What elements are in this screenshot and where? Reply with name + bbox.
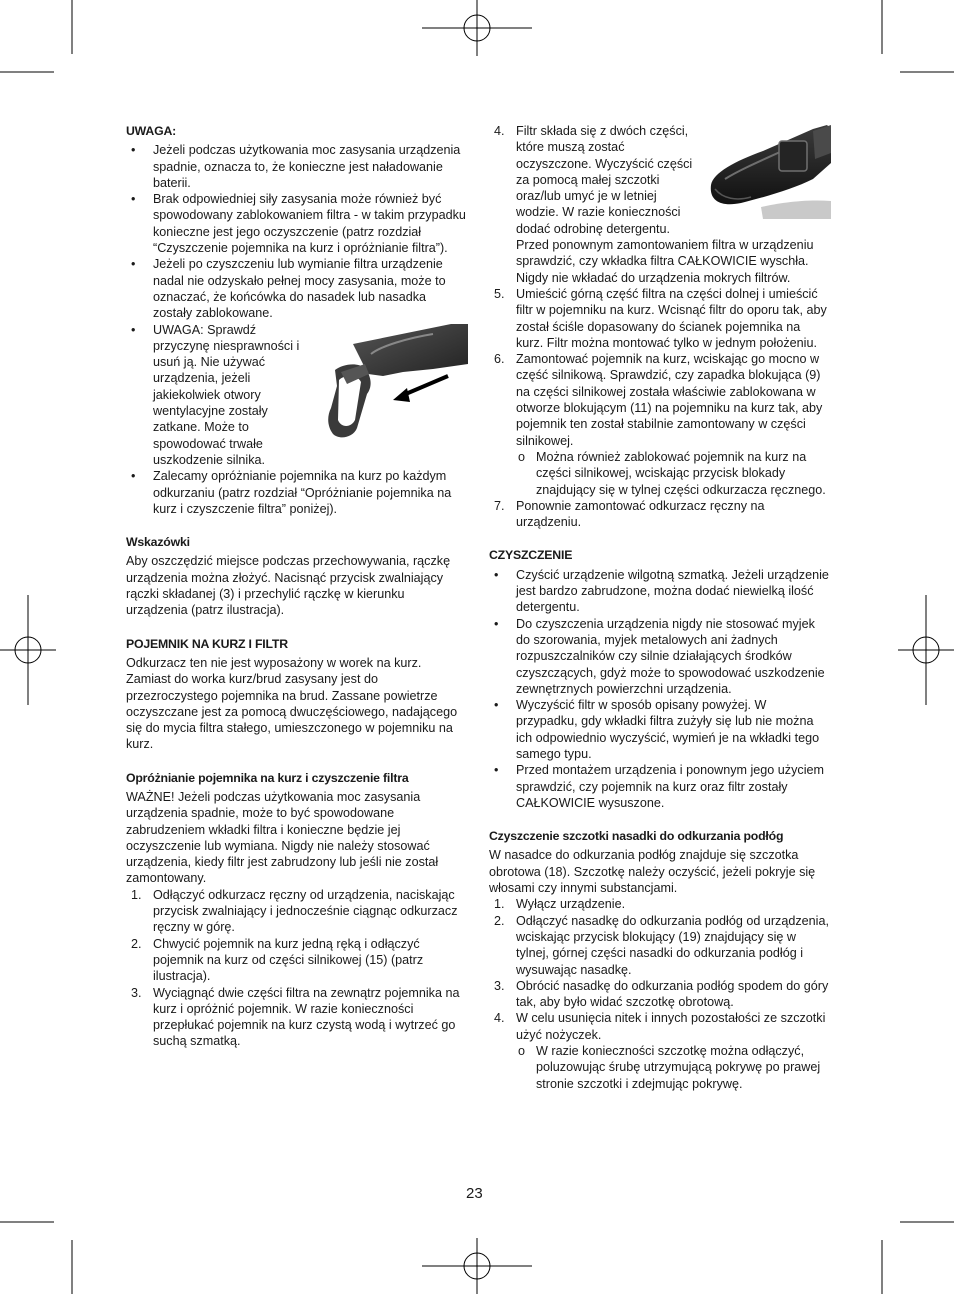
list-item: • Przed montażem urządzenia i ponownym jego użyciem sprawdzić, czy pojemnik na kurz oraz filtr zostały CAŁKOWICIE wysuszone. — [489, 762, 829, 811]
list-item-with-figure: • UWAGA: Sprawdź przyczynę niesprawności i usuń ją. Nie używać urządzenia, jeżeli jakiekolwiek otwory wentylacyjne zostały zatkane. Może to spowodować trwałe uszkodzenie silnika. — [126, 322, 466, 469]
pojemnik-paragraph: Odkurzacz ten nie jest wyposażony w worek na kurz. Zamiast do worka kurz/brud zasysany jest do przezroczystego pojemnika na brud. Zassane powietrze oczyszczane jest za pomocą dwuczęściowego, nadającego się do mycia filtra stałego, umieszczonego w pojemniku na kurz. — [126, 655, 458, 752]
szczotka-heading: Czyszczenie szczotki nasadki do odkurzania podłóg — [489, 829, 784, 844]
right-column — [489, 123, 829, 1092]
list-item: 7. Ponownie zamontować odkurzacz ręczny na urządzeniu. — [494, 498, 765, 530]
filter-cleaning-illustration — [701, 123, 831, 219]
list-item: 3. Wyciągnąć dwie części filtra na zewnątrz pojemnika na kurz i opróżnić pojemnik. W razie konieczności przepłukać pojemnik na kurz czystą wodą i wytrzeć go suchą szmatką. — [131, 985, 460, 1049]
list-item: • Brak odpowiedniej siły zasysania może również być spowodowany zablokowaniem filtra - w takim przypadku konieczne jest jego oczyszczenie (patrz rozdział “Czyszczenie pojemnika na kurz i opróżnianie filtra”). — [126, 191, 466, 256]
list-item: • Wyczyścić filtr w sposób opisany powyżej. W przypadku, gdy wkładki filtra zużyły się lub nie można ich odpowiednio wyczyścić, wymień je na wkładki tego samego typu. — [489, 697, 829, 762]
wskazowki-heading: Wskazówki — [126, 535, 190, 550]
list-item-with-figure: 4. Filtr składa się z dwóch części, które muszą zostać oczyszczone. Wyczyścić części za pomocą małej szczotki oraz/lub umyć je w letniej wodzie. W razie konieczności dodać odrobinę detergentu. Przed ponownym zamontowaniem filtra w urządzeniu sprawdzić, czy wkładka filtra CAŁKOWICIE wyschła. Nigdy nie wkładać do urządzenia mokrych filtrów. — [489, 123, 829, 286]
uwaga-list — [126, 142, 466, 517]
list-item: 2. Chwycić pojemnik na kurz jedną ręką i odłączyć pojemnik na kurz od części silnikowej (15) (patrz ilustracja). — [131, 936, 424, 984]
oproznianie-heading: Opróżnianie pojemnika na kurz i czyszczenie filtra — [126, 770, 409, 785]
registration-mark-bottom — [422, 1238, 532, 1294]
list-item: 6. Zamontować pojemnik na kurz, wciskając go mocno w część silnikową. Sprawdzić, czy zapadka blokująca (9) na części silnikowej została właściwie zablokowana w otworze blokującym (11) na pojemniku na kurz tak, aby pojemnik ten został stabilnie zamontowany w części silnikowej. o Można również zablokować pojemnik na kurz na części silnikowej, wciskając przycisk blokady znajdujący się w tylnej części odkurzacza ręcznego. — [489, 351, 829, 498]
brush-steps — [489, 896, 829, 1092]
list-item: 1. Odłączyć odkurzacz ręczny od urządzenia, naciskając przycisk zwalniający i jednocześnie ciągnąc odkurzacz ręczny w górę. — [131, 887, 458, 935]
handle-fold-illustration — [313, 324, 468, 440]
sub-list — [516, 1043, 829, 1092]
list-item: • Jeżeli po czyszczeniu lub wymianie filtra urządzenie nadal nie odzyskało pełnej mocy zasysania, może to oznaczać, że końcówka do nasadek lub nasadka zostały zablokowane. — [126, 256, 466, 321]
list-item: 4. W celu usunięcia nitek i innych pozostałości ze szczotki użyć nożyczek. o W razie konieczności szczotkę można odłączyć, poluzowując śrubę utrzymującą pokrywę po prawej stronie szczotki i zdejmując pokrywę. — [489, 1010, 829, 1091]
page-number: 23 — [466, 1185, 483, 1202]
list-item: • Czyścić urządzenie wilgotną szmatką. Jeżeli urządzenie jest bardzo zabrudzone, można dodać niewielką ilość detergentu. — [489, 567, 829, 616]
list-item: • Do czyszczenia urządzenia nigdy nie stosować myjek do szorowania, myjek metalowych ani żadnych rozpuszczalników czy silnie działających środków czyszczących, gdyż może to spowodować uszkodzenie zewnętrznych powierzchni urządzenia. — [489, 616, 829, 697]
registration-mark-right — [898, 595, 954, 705]
list-item: 1. Wyłącz urządzenie. — [494, 897, 626, 912]
sub-list — [516, 449, 829, 498]
cleaning-list — [489, 567, 829, 811]
left-column — [126, 123, 466, 1050]
list-item: • Zalecamy opróżnianie pojemnika na kurz po każdym odkurzaniu (patrz rozdział “Opróżnianie pojemnika na kurz i czyszczenie filtra” poniżej). — [126, 468, 466, 517]
list-item: 5. Umieścić górną część filtra na części dolnej i umieścić filtr w pojemniku na kurz. Wcisnąć filtr do oporu tak, aby został ściśle dopasowany do ścianek pojemnika na kurz. Filtr można montować tylko w jednym położeniu. — [494, 286, 827, 350]
pojemnik-heading: POJEMNIK NA KURZ I FILTR — [126, 636, 288, 651]
czyszczenie-heading: CZYSZCZENIE — [489, 548, 573, 563]
registration-mark-left — [0, 595, 56, 705]
sub-list-item: o W razie konieczności szczotkę można odłączyć, poluzowując śrubę utrzymującą pokrywę po prawej stronie szczotki i zdejmując pokrywę. — [516, 1043, 829, 1092]
wskazowki-paragraph: Aby oszczędzić miejsce podczas przechowywania, rączkę urządzenia można złożyć. Nacisnąć przycisk zwalniający rączki składanej (3) i przechylić rączkę w kierunku urządzenia (patrz ilustracja). — [126, 554, 451, 618]
registration-mark-top — [422, 0, 532, 56]
szczotka-paragraph: W nasadce do odkurzania podłóg znajduje się szczotka obrotowa (18). Szczotkę należy oczyścić, jeżeli pokryje się włosami czy innymi substancjami. — [489, 848, 816, 896]
sub-list-item: o Można również zablokować pojemnik na kurz na części silnikowej, wciskając przycisk blokady znajdujący się w tylnej części odkurzacza ręcznego. — [516, 449, 829, 498]
uwaga-heading: UWAGA: — [126, 124, 177, 138]
emptying-steps — [126, 887, 466, 1050]
list-item: 2. Odłączyć nasadkę do odkurzania podłóg od urządzenia, wciskając przycisk blokujący (19) znajdujący się w tylnej, górnej części nasadki do odkurzania podłóg i wysuwając nasadkę. — [494, 913, 829, 977]
filter-steps — [489, 123, 829, 530]
list-item: 3. Obrócić nasadkę do odkurzania podłóg spodem do góry tak, aby było widać szczotkę obrotową. — [494, 978, 829, 1010]
oproznianie-paragraph: WAŻNE! Jeżeli podczas użytkowania moc zasysania urządzenia spadnie, może to być spowodowane zabrudzeniem wkładki filtra i konieczne będzie jej oczyszczenie lub wymiana. Nigdy nie należy stosować urządzenia, kiedy filtr jest zabrudzony lub jeśli nie został zamontowany. — [126, 789, 439, 886]
list-item: • Jeżeli podczas użytkowania moc zasysania urządzenia spadnie, oznacza to, że konieczne jest naładowanie baterii. — [126, 142, 466, 191]
